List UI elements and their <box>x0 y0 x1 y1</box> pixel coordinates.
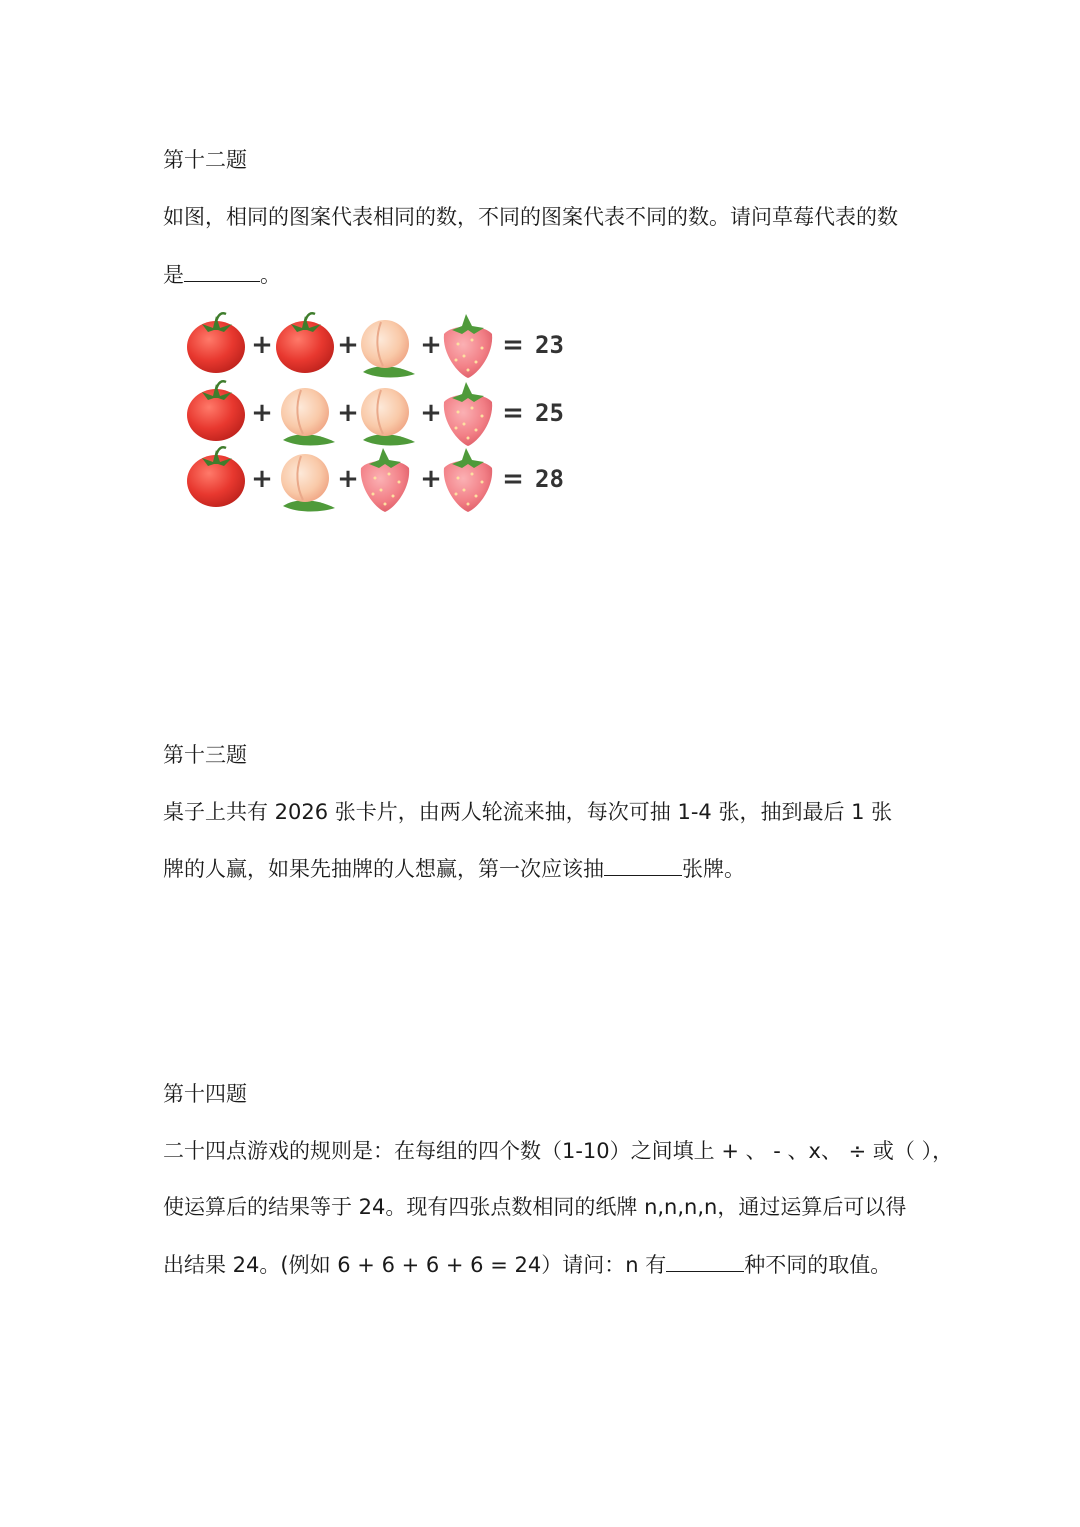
peach-icon <box>281 388 335 446</box>
q14-answer-blank[interactable] <box>666 1249 744 1272</box>
equals-sign: = <box>502 464 524 494</box>
strawberry-icon <box>361 448 409 512</box>
strawberry-icon <box>444 448 492 512</box>
strawberry-icon <box>444 314 492 378</box>
tomato-icon <box>187 313 245 373</box>
tomato-icon <box>187 381 245 441</box>
q13-text-line1: 桌子上共有 2026 张卡片，由两人轮流来抽，每次可抽 1-4 张，抽到最后 1 张 <box>163 800 893 824</box>
q12-title: 第十二题 <box>163 148 247 172</box>
q14-text-line2: 使运算后的结果等于 24。现有四张点数相同的纸牌 n,n,n,n，通过运算后可以得 <box>163 1195 907 1219</box>
peach-icon <box>281 454 335 512</box>
equation-result: 25 <box>535 399 564 427</box>
fruit-equation-puzzle <box>180 310 580 520</box>
tomato-icon <box>187 447 245 507</box>
peach-icon <box>361 388 415 446</box>
plus-sign: + <box>251 464 273 494</box>
q12-text-line2-post: 。 <box>260 263 281 287</box>
plus-sign: + <box>420 330 442 360</box>
tomato-icon <box>276 313 334 373</box>
q14-text-line3-post: 种不同的取值。 <box>744 1253 892 1277</box>
q14-text-line3-pre: 出结果 24。(例如 6 + 6 + 6 + 6 = 24）请问：n 有 <box>163 1253 667 1277</box>
equation-result: 28 <box>535 465 564 493</box>
plus-sign: + <box>337 330 359 360</box>
q12-text-line2-pre: 是 <box>163 263 184 287</box>
peach-icon <box>361 320 415 378</box>
plus-sign: + <box>251 330 273 360</box>
q13-text-line2-post: 张牌。 <box>682 857 745 881</box>
q12-text-line1: 如图，相同的图案代表相同的数，不同的图案代表不同的数。请问草莓代表的数 <box>163 205 898 229</box>
equation-result: 23 <box>535 331 564 359</box>
strawberry-icon <box>444 382 492 446</box>
q13-title: 第十三题 <box>163 743 247 767</box>
plus-sign: + <box>337 398 359 428</box>
q13-answer-blank[interactable] <box>604 853 682 876</box>
equals-sign: = <box>502 330 524 360</box>
q13-text-line2 <box>163 853 745 884</box>
plus-sign: + <box>251 398 273 428</box>
q12-answer-blank[interactable] <box>184 259 260 282</box>
q12-text-line2 <box>163 259 281 290</box>
plus-sign: + <box>337 464 359 494</box>
q14-text-line1: 二十四点游戏的规则是：在每组的四个数（1-10）之间填上 + 、 - 、x、 ÷ 或（ ）， <box>163 1139 954 1163</box>
q14-title: 第十四题 <box>163 1082 247 1106</box>
equals-sign: = <box>502 398 524 428</box>
plus-sign: + <box>420 464 442 494</box>
q14-text-line3 <box>163 1249 891 1280</box>
plus-sign: + <box>420 398 442 428</box>
q13-text-line2-pre: 牌的人赢，如果先抽牌的人想赢，第一次应该抽 <box>163 857 604 881</box>
